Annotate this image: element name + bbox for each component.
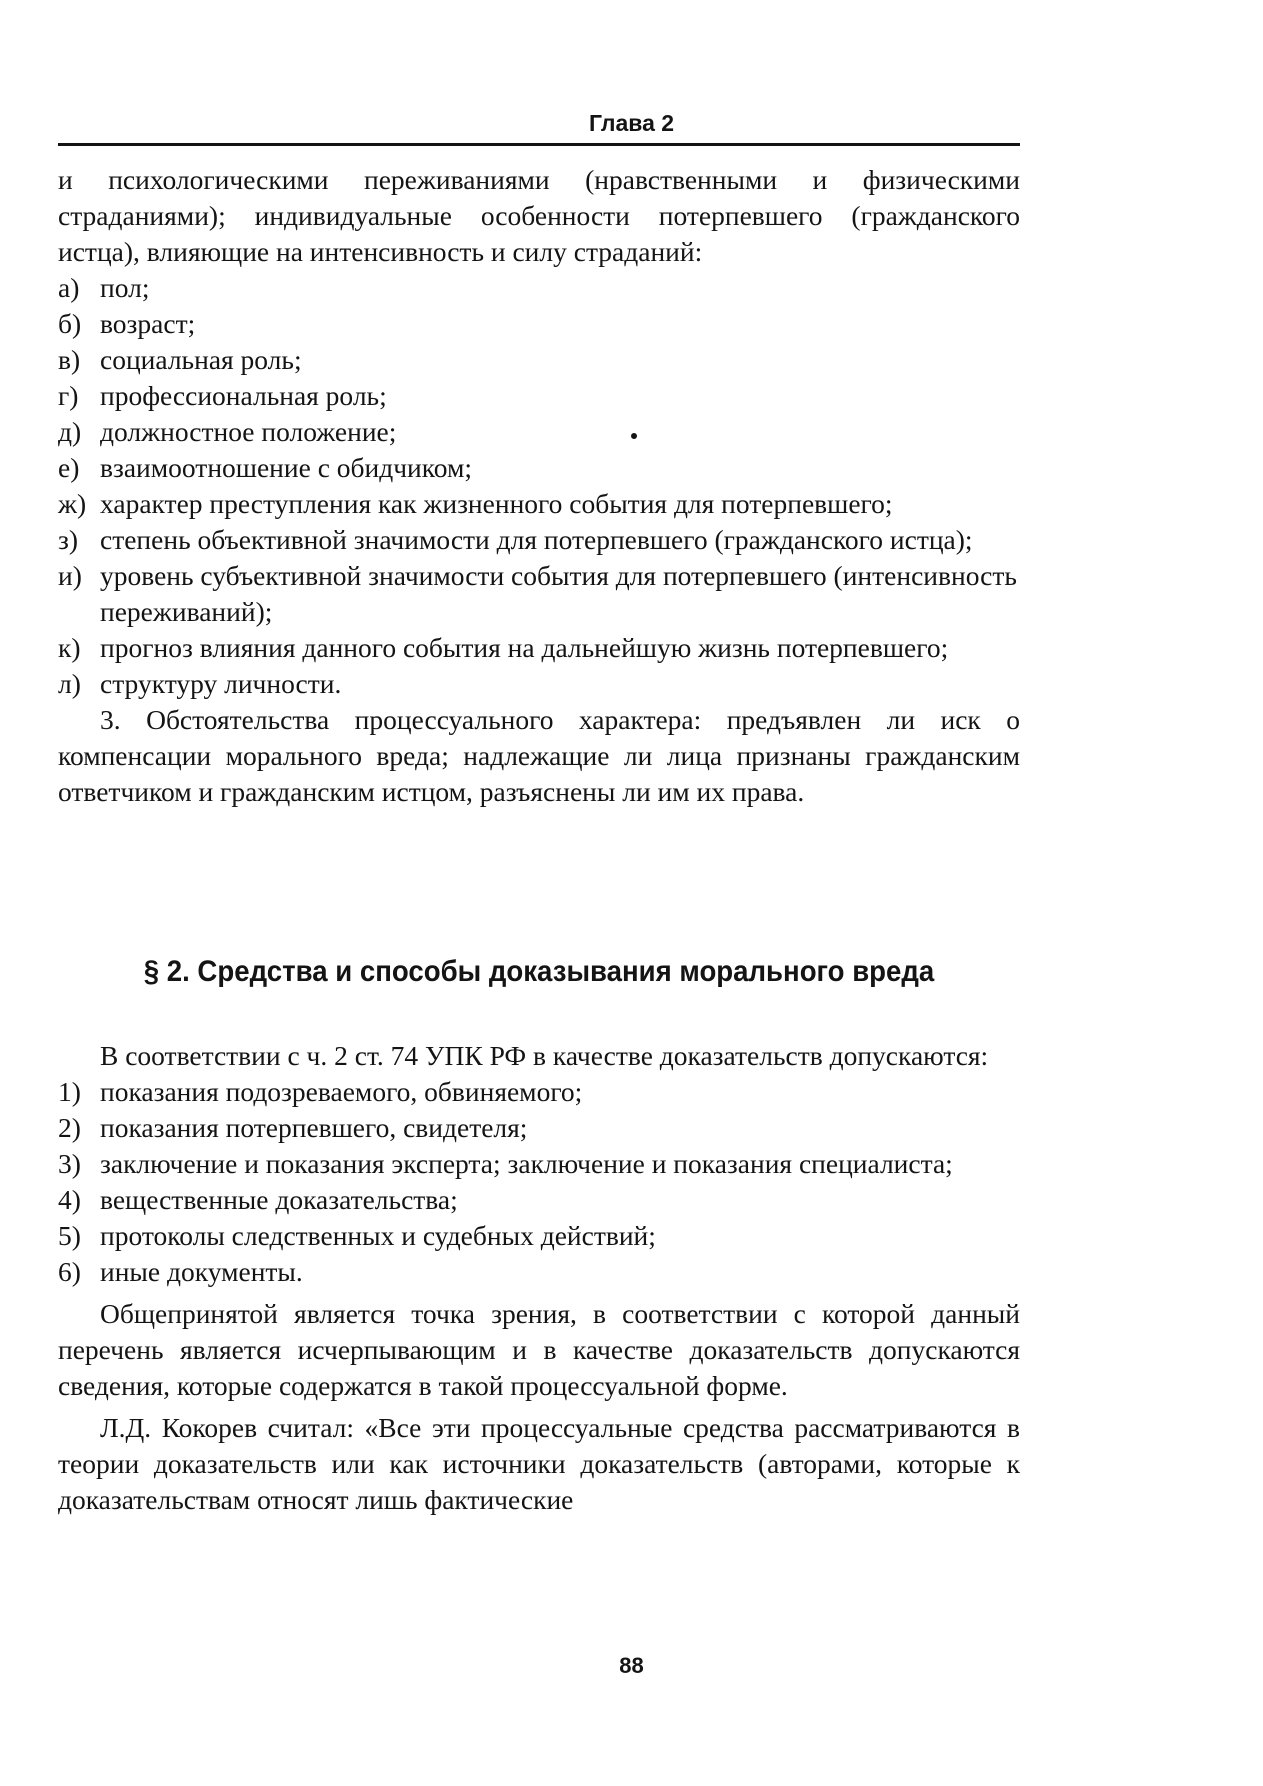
list-item	[58, 486, 1020, 522]
list-evidence-types	[58, 1074, 1020, 1290]
list-item	[58, 666, 1020, 702]
list-marker: 2)	[58, 1112, 81, 1143]
paragraph-kokorev-quote: Л.Д. Кокорев считал: «Все эти процессуальные средства рассматриваются в теории доказательств или как источники доказательств (авторами, которые к доказательствам относят лишь фактические	[58, 1412, 1020, 1515]
list-marker: 5)	[58, 1220, 81, 1251]
list-item-text: показания потерпевшего, свидетеля;	[100, 1112, 528, 1143]
header-rule	[58, 143, 1020, 146]
list-item	[58, 1218, 1020, 1254]
list-item	[58, 342, 1020, 378]
list-item-text: протоколы следственных и судебных действий;	[100, 1220, 656, 1251]
list-item	[58, 1182, 1020, 1218]
list-personal-features	[58, 270, 1020, 702]
list-item	[58, 450, 1020, 486]
running-head: Глава 2	[588, 110, 675, 136]
list-item-text: степень объективной значимости для потерпевшего (гражданского истца);	[100, 524, 973, 555]
list-item	[58, 522, 1020, 558]
body-text-top	[58, 162, 1020, 810]
paragraph-intro: и психологическими переживаниями (нравственными и физическими страданиями); индивидуальные особенности потерпевшего (гражданского истца), влияющие на интенсивность и силу страданий:	[58, 164, 1020, 267]
list-marker: 3)	[58, 1148, 81, 1179]
list-item	[58, 306, 1020, 342]
list-marker: л)	[58, 668, 81, 699]
list-item-text: иные документы.	[100, 1256, 303, 1287]
list-marker: 1)	[58, 1076, 81, 1107]
section-heading: § 2. Средства и способы доказывания морального вреда	[143, 955, 935, 988]
list-item-text: социальная роль;	[100, 344, 302, 375]
list-item-text: должностное положение;	[100, 416, 397, 447]
list-item-text: уровень субъективной значимости события для потерпевшего (интенсивность переживаний);	[100, 560, 1017, 627]
list-marker: д)	[58, 416, 82, 447]
list-marker: е)	[58, 452, 80, 483]
list-item	[58, 1146, 1020, 1182]
list-item	[58, 1254, 1020, 1290]
page-number: 88	[619, 1653, 644, 1678]
list-item-text: структуру личности.	[100, 668, 342, 699]
list-item	[58, 558, 1020, 630]
list-item-text: характер преступления как жизненного события для потерпевшего;	[100, 488, 893, 519]
list-marker: б)	[58, 308, 82, 339]
list-marker: 6)	[58, 1256, 81, 1287]
list-item-text: возраст;	[100, 308, 196, 339]
list-item-text: заключение и показания эксперта; заключение и показания специалиста;	[100, 1148, 953, 1179]
list-marker: и)	[58, 560, 82, 591]
list-marker: в)	[58, 344, 81, 375]
list-item-text: вещественные доказательства;	[100, 1184, 458, 1215]
list-item	[58, 1110, 1020, 1146]
body-text-bottom	[58, 1038, 1020, 1518]
list-item-text: профессиональная роль;	[100, 380, 387, 411]
list-marker: 4)	[58, 1184, 81, 1215]
paragraph-intro-evidence: В соответствии с ч. 2 ст. 74 УПК РФ в качестве доказательств допускаются:	[100, 1040, 989, 1071]
list-item-text: взаимоотношение с обидчиком;	[100, 452, 473, 483]
list-item	[58, 270, 1020, 306]
list-item	[58, 414, 1020, 450]
list-marker: ж)	[58, 488, 87, 519]
list-marker: г)	[58, 380, 79, 411]
paragraph-common-view: Общепринятой является точка зрения, в соответствии с которой данный перечень является исчерпывающим и в качестве доказательств допускаются сведения, которые содержатся в такой процессуальной форме.	[58, 1298, 1020, 1401]
list-item	[58, 378, 1020, 414]
list-item-text: показания подозреваемого, обвиняемого;	[100, 1076, 583, 1107]
list-item	[58, 1074, 1020, 1110]
paragraph-procedural: 3. Обстоятельства процессуального характера: предъявлен ли иск о компенсации морального вреда; надлежащие ли лица признаны гражданским ответчиком и гражданским истцом, разъяснены ли им их права.	[58, 704, 1020, 807]
list-item-text: пол;	[100, 272, 150, 303]
list-item-text: прогноз влияния данного события на дальнейшую жизнь потерпевшего;	[100, 632, 949, 663]
list-marker: к)	[58, 632, 81, 663]
list-marker: а)	[58, 272, 80, 303]
list-item	[58, 630, 1020, 666]
list-marker: з)	[58, 524, 79, 555]
